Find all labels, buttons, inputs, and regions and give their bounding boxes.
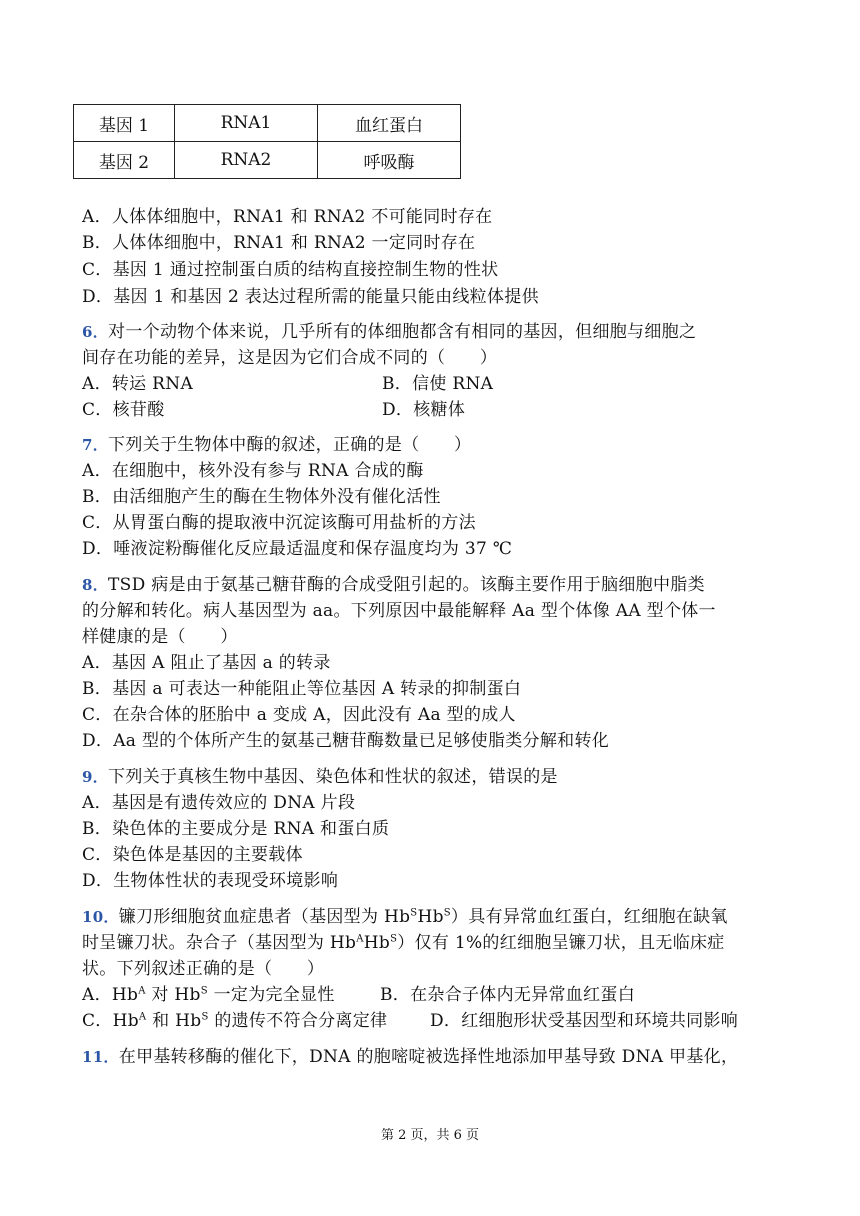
q6-stem-line1 [82, 319, 696, 345]
q7-option-b: B．由活细胞产生的酶在生物体外没有催化活性 [82, 487, 441, 507]
q8-stem-line3: 样健康的是（ ） [82, 627, 238, 647]
question-number: 6． [82, 323, 109, 341]
question-number: 9． [82, 768, 109, 786]
q10-option-d: D．红细胞形状受基因型和环境共同影响 [430, 1011, 739, 1031]
q10-stem-line3: 状。下列叙述正确的是（ ） [82, 959, 325, 979]
q10-text: 一定为完全显性 [207, 985, 335, 1005]
q7-option-c: C．从胃蛋白酶的提取液中沉淀该酶可用盐析的方法 [82, 513, 476, 533]
rna-cell: RNA1 [175, 105, 318, 142]
protein-cell: 血红蛋白 [318, 105, 461, 142]
allele-superscript: A [356, 933, 364, 945]
q11-stem [82, 1044, 738, 1070]
table-row [74, 142, 461, 179]
q6-stem-text: 对一个动物个体来说，几乎所有的体细胞都含有相同的基因，但细胞与细胞之 [108, 322, 697, 342]
q6-option-d: D．核糖体 [382, 400, 466, 420]
allele-superscript: A [138, 985, 146, 997]
q10-stem-line1 [82, 904, 728, 930]
q6-stem-line2: 间存在功能的差异，这是因为它们合成不同的（ ） [82, 348, 498, 368]
question-number: 11． [82, 1048, 119, 1066]
q8-option-d: D．Aa 型的个体所产生的氨基己糖苷酶数量已足够使脂类分解和转化 [82, 731, 610, 751]
q10-text: Hb [417, 907, 444, 927]
gene-cell: 基因 2 [74, 142, 175, 179]
q10-text: 镰刀形细胞贫血症患者（基因型为 Hb [118, 907, 411, 927]
q10-text: C．Hb [82, 1011, 139, 1031]
q11-stem-text: 在甲基转移酶的催化下，DNA 的胞嘧啶被选择性地添加甲基导致 DNA 甲基化， [118, 1047, 739, 1067]
q10-text: 的遗传不符合分离定律 [208, 1011, 388, 1031]
q6-option-c: C．核苷酸 [82, 400, 165, 420]
q10-stem-line2 [82, 930, 725, 956]
q10-text: 时呈镰刀状。杂合子（基因型为 Hb [82, 933, 357, 953]
q7-stem [82, 432, 471, 458]
q8-option-c: C．在杂合体的胚胎中 a 变成 A，因此没有 Aa 型的成人 [82, 705, 516, 725]
q8-stem-line2: 的分解和转化。病人基因型为 aa。下列原因中最能解释 Aa 型个体像 AA 型个体一 [82, 601, 716, 621]
q10-text: ）具有异常血红蛋白，红细胞在缺氧 [450, 907, 728, 927]
question-number: 7． [82, 436, 109, 454]
gene-cell: 基因 1 [74, 105, 175, 142]
q9-option-d: D．生物体性状的表现受环境影响 [82, 871, 339, 891]
q5-option-b: B．人体体细胞中，RNA1 和 RNA2 一定同时存在 [82, 233, 476, 253]
question-number: 10． [82, 908, 119, 926]
gene-table [73, 104, 461, 179]
allele-superscript: S [443, 907, 451, 919]
allele-superscript: S [390, 933, 398, 945]
q10-text: ）仅有 1%的红细胞呈镰刀状，且无临床症 [397, 933, 725, 953]
q8-stem-line1 [82, 572, 705, 598]
rna-cell: RNA2 [175, 142, 318, 179]
q5-option-d: D．基因 1 和基因 2 表达过程所需的能量只能由线粒体提供 [82, 287, 539, 307]
q10-option-c [82, 1008, 387, 1034]
q8-option-b: B．基因 a 可表达一种能阻止等位基因 A 转录的抑制蛋白 [82, 679, 522, 699]
allele-superscript: S [410, 907, 418, 919]
allele-superscript: S [201, 1011, 209, 1023]
page-footer: 第 2 页，共 6 页 [380, 1128, 480, 1143]
q7-option-d: D．唾液淀粉酶催化反应最适温度和保存温度均为 37 ℃ [82, 539, 513, 559]
table-row [74, 105, 461, 142]
allele-superscript: A [138, 1011, 147, 1023]
allele-superscript: S [200, 985, 208, 997]
q7-option-a: A．在细胞中，核外没有参与 RNA 合成的酶 [82, 461, 424, 481]
q9-stem-text: 下列关于真核生物中基因、染色体和性状的叙述，错误的是 [108, 767, 558, 787]
q6-option-a: A．转运 RNA [82, 374, 194, 394]
q6-option-b: B．信使 RNA [382, 374, 494, 394]
q9-option-b: B．染色体的主要成分是 RNA 和蛋白质 [82, 819, 390, 839]
q5-option-c: C．基因 1 通过控制蛋白质的结构直接控制生物的性状 [82, 260, 499, 280]
q8-option-a: A．基因 A 阻止了基因 a 的转录 [82, 653, 331, 673]
q7-stem-text: 下列关于生物体中酶的叙述，正确的是（ ） [108, 435, 472, 455]
q10-text: 对 Hb [145, 985, 201, 1005]
q8-stem-text: TSD 病是由于氨基己糖苷酶的合成受阻引起的。该酶主要作用于脑细胞中脂类 [108, 575, 705, 595]
q10-text: 和 Hb [146, 1011, 202, 1031]
q10-text: A．Hb [82, 985, 139, 1005]
q9-stem [82, 764, 558, 790]
q9-option-c: C．染色体是基因的主要载体 [82, 845, 303, 865]
q5-option-a: A．人体体细胞中，RNA1 和 RNA2 不可能同时存在 [82, 207, 493, 227]
q10-option-a [82, 982, 335, 1008]
question-number: 8． [82, 576, 109, 594]
protein-cell: 呼吸酶 [318, 142, 461, 179]
q9-option-a: A．基因是有遗传效应的 DNA 片段 [82, 793, 356, 813]
q10-option-b: B．在杂合子体内无异常血红蛋白 [380, 985, 635, 1005]
q10-text: Hb [363, 933, 391, 953]
